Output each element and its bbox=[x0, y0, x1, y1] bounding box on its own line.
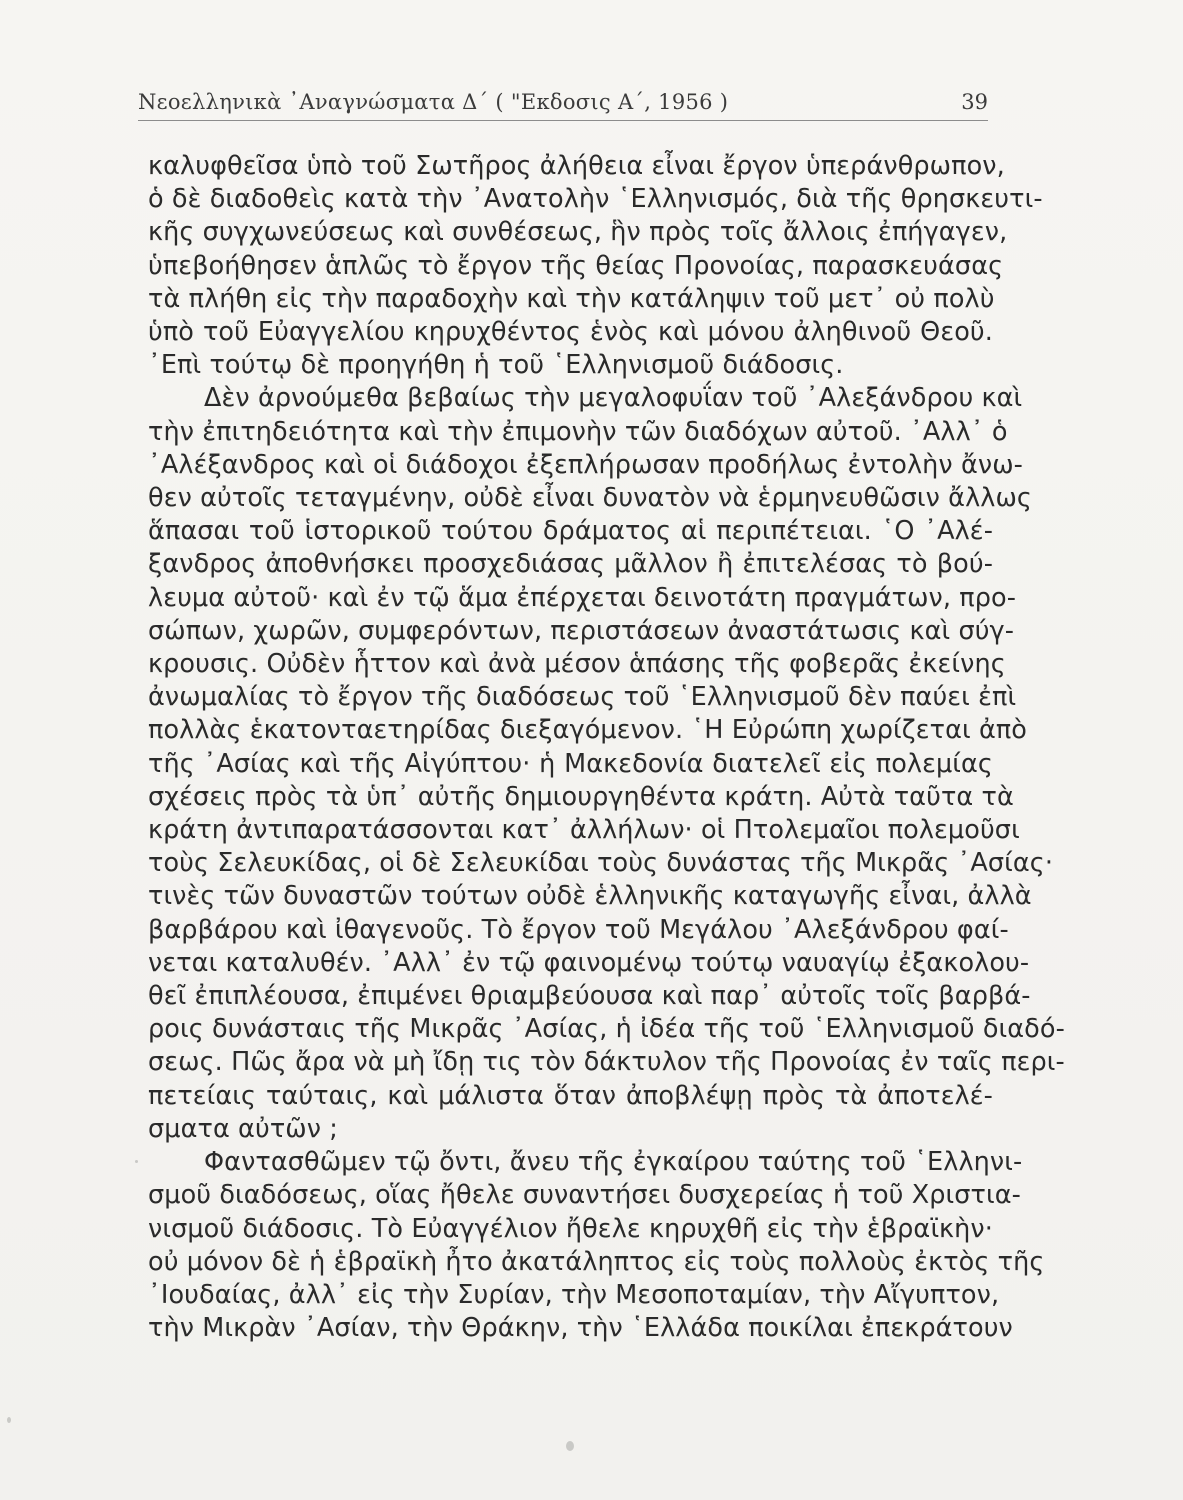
text-line: πολλὰς ἑκατονταετηρίδας διεξαγόμενον. ῾Η Εὐρώπη χωρίζεται ἀπὸ bbox=[148, 715, 1028, 746]
text-line: θεν αὐτοῖς τεταγμένην, οὐδὲ εἶναι δυνατὸν νὰ ἑρμηνευθῶσιν ἄλλως bbox=[148, 483, 1032, 514]
text-line: ᾿Ιουδαίας, ἀλλ᾿ εἰς τὴν Συρίαν, τὴν Μεσοποταμίαν, τὴν Αἴγυπτον, bbox=[148, 1279, 1000, 1310]
text-line: βαρβάρου καὶ ἰθαγενοῦς. Τὸ ἔργον τοῦ Μεγάλου ᾿Αλεξάνδρου φαί- bbox=[148, 914, 1009, 945]
text-line: πετείαις ταύταις, καὶ μάλιστα ὅταν ἀποβλέψῃ πρὸς τὰ ἀποτελέ- bbox=[148, 1080, 993, 1111]
running-header bbox=[138, 88, 988, 121]
text-line: ὁ δὲ διαδοθεὶς κατὰ τὴν ᾿Ανατολὴν ῾Ελληνισμός, διὰ τῆς θρησκευτι- bbox=[148, 184, 1043, 215]
paper-speck bbox=[7, 1417, 11, 1423]
text-line: τοὺς Σελευκίδας, οἱ δὲ Σελευκίδαι τοὺς δυνάστας τῆς Μικρᾶς ᾿Ασίας· bbox=[148, 848, 1054, 879]
body-text bbox=[148, 150, 1065, 1345]
page-number: 39 bbox=[961, 90, 988, 114]
text-line: Φαντασθῶμεν τῷ ὄντι, ἄνευ τῆς ἐγκαίρου ταύτης τοῦ ῾Ελληνι- bbox=[204, 1147, 1023, 1178]
text-line: σμοῦ διαδόσεως, οἵας ἤθελε συναντήσει δυσχερείας ἡ τοῦ Χριστια- bbox=[148, 1180, 1021, 1211]
text-line: οὐ μόνον δὲ ἡ ἑβραϊκὴ ἦτο ἀκατάληπτος εἰς τοὺς πολλοὺς ἐκτὸς τῆς bbox=[148, 1246, 1045, 1277]
text-line: ξανδρος ἀποθνήσκει προσχεδιάσας μᾶλλον ἢ ἐπιτελέσας τὸ βού- bbox=[148, 549, 993, 580]
text-line: κῆς συγχωνεύσεως καὶ συνθέσεως, ἣν πρὸς τοῖς ἄλλοις ἐπήγαγεν, bbox=[148, 217, 1008, 248]
text-line: ὑπεβοήθησεν ἁπλῶς τὸ ἔργον τῆς θείας Προνοίας, παρασκευάσας bbox=[148, 250, 1004, 281]
text-line: σχέσεις πρὸς τὰ ὑπ᾿ αὐτῆς δημιουργηθέντα κράτη. Αὐτὰ ταῦτα τὰ bbox=[148, 781, 1014, 812]
header-title: Νεοελληνικὰ ᾿Αναγνώσματα Δ΄ ( "Εκδοσις Α΄, 1956 ) bbox=[138, 90, 729, 114]
text-line: λευμα αὐτοῦ· καὶ ἐν τῷ ἅμα ἐπέρχεται δεινοτάτη πραγμάτων, προ- bbox=[148, 582, 1017, 613]
text-line: θεῖ ἐπιπλέουσα, ἐπιμένει θριαμβεύουσα καὶ παρ᾿ αὐτοῖς τοῖς βαρβά- bbox=[148, 981, 1031, 1012]
text-line: καλυφθεῖσα ὑπὸ τοῦ Σωτῆρος ἀλήθεια εἶναι ἔργον ὑπεράνθρωπον, bbox=[148, 151, 1005, 181]
text-line: σματα αὐτῶν ; bbox=[148, 1113, 338, 1144]
text-line: τῆς ᾿Ασίας καὶ τῆς Αἰγύπτου· ἡ Μακεδονία διατελεῖ εἰς πολεμίας bbox=[148, 748, 993, 779]
text-line: ἅπασαι τοῦ ἱστορικοῦ τούτου δράματος αἱ περιπέτειαι. ῾Ο ᾿Αλέ- bbox=[148, 516, 993, 547]
paper-speck bbox=[566, 1441, 574, 1451]
text-line: ροις δυνάσταις τῆς Μικρᾶς ᾿Ασίας, ἡ ἰδέα τῆς τοῦ ῾Ελληνισμοῦ διαδό- bbox=[148, 1014, 1065, 1045]
text-line: σεως. Πῶς ἄρα νὰ μὴ ἴδῃ τις τὸν δάκτυλον τῆς Προνοίας ἐν ταῖς περι- bbox=[148, 1047, 1065, 1078]
text-line: νισμοῦ διάδοσις. Τὸ Εὐαγγέλιον ἤθελε κηρυχθῆ εἰς τὴν ἑβραϊκὴν· bbox=[148, 1213, 993, 1244]
text-line: ᾿Επὶ τούτῳ δὲ προηγήθη ἡ τοῦ ῾Ελληνισμοῦ διάδοσις. bbox=[148, 350, 844, 381]
text-line: ὑπὸ τοῦ Εὐαγγελίου κηρυχθέντος ἑνὸς καὶ μόνου ἀληθινοῦ Θεοῦ. bbox=[148, 317, 993, 348]
text-line: τὴν ἐπιτηδειότητα καὶ τὴν ἐπιμονὴν τῶν διαδόχων αὐτοῦ. ᾿Αλλ᾿ ὁ bbox=[148, 416, 1008, 447]
text-line: νεται καταλυθέν. ᾿Αλλ᾿ ἐν τῷ φαινομένῳ τούτῳ ναυαγίῳ ἐξακολου- bbox=[148, 947, 1030, 978]
text-line: ἀνωμαλίας τὸ ἔργον τῆς διαδόσεως τοῦ ῾Ελληνισμοῦ δὲν παύει ἐπὶ bbox=[148, 682, 1017, 713]
text-line: ᾿Αλέξανδρος καὶ οἱ διάδοχοι ἐξεπλήρωσαν προδήλως ἐντολὴν ἄνω- bbox=[148, 449, 1023, 480]
text-line: κράτη ἀντιπαρατάσσονται κατ᾿ ἀλλήλων· οἱ Πτολεμαῖοι πολεμοῦσι bbox=[148, 815, 1020, 846]
text-line: κρουσις. Οὐδὲν ἧττον καὶ ἀνὰ μέσον ἁπάσης τῆς φοβερᾶς ἐκείνης bbox=[148, 649, 1006, 680]
text-line: Δὲν ἀρνούμεθα βεβαίως τὴν μεγαλοφυΐαν τοῦ ᾿Αλεξάνδρου καὶ bbox=[204, 383, 1023, 414]
text-line: τὴν Μικρὰν ᾿Ασίαν, τὴν Θράκην, τὴν ῾Ελλάδα ποικίλαι ἐπεκράτουν bbox=[148, 1313, 1013, 1344]
paper-speck bbox=[135, 1160, 138, 1163]
text-line: τὰ πλήθη εἰς τὴν παραδοχὴν καὶ τὴν κατάληψιν τοῦ μετ᾿ οὐ πολὺ bbox=[148, 283, 995, 314]
text-line: τινὲς τῶν δυναστῶν τούτων οὐδὲ ἑλληνικῆς καταγωγῆς εἶναι, ἀλλὰ bbox=[148, 881, 1032, 912]
text-line: σώπων, χωρῶν, συμφερόντων, περιστάσεων ἀναστάτωσις καὶ σύγ- bbox=[148, 615, 1015, 646]
